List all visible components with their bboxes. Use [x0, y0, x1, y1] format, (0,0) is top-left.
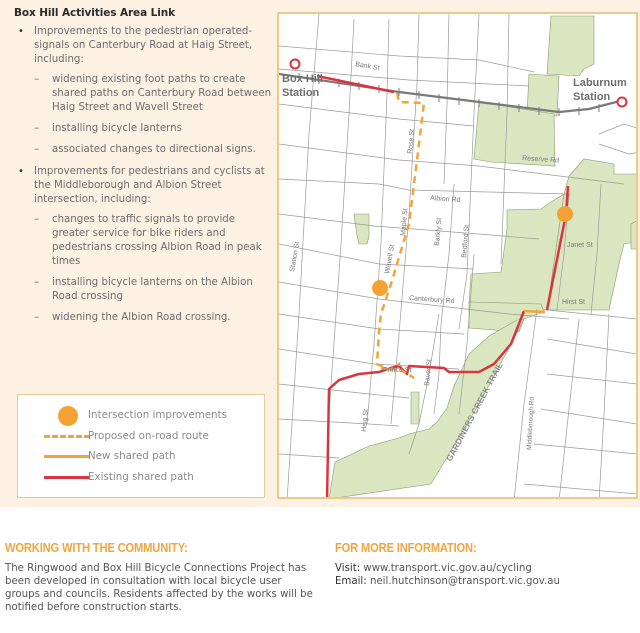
- street-label: Maple St: [400, 208, 410, 237]
- sub-item: – installing bicycle lanterns on the Albion Road crossing: [34, 276, 272, 304]
- laburnum-station-icon: [618, 98, 627, 107]
- community-body: The Ringwood and Box Hill Bicycle Connections Project has been developed in consultation with local bicycle user groups and councils. Residents affected by the works will be notified before construction starts.: [5, 563, 313, 613]
- legend-item-existing-shared-path: Existing shared path: [18, 468, 264, 488]
- street-label: Haig St: [361, 408, 370, 433]
- new-shared-path: [524, 311, 545, 312]
- sub-list: [34, 213, 272, 325]
- orange-circle-icon: [58, 406, 78, 426]
- street-label: Prince St: [383, 367, 412, 374]
- sub-item: – widening existing foot paths to create shared paths on Canterbury Road between Haig Street and Wavell Street: [34, 73, 272, 115]
- info-heading: FOR MORE INFORMATION:: [335, 540, 477, 555]
- street-label: Baver St: [424, 358, 434, 387]
- bullet-text: Improvements for pedestrians and cyclists at the Middleborough and Albion Street intersection, including:: [34, 166, 265, 205]
- street-label: Rose St: [407, 128, 417, 155]
- sub-item: – installing bicycle lanterns: [34, 122, 272, 136]
- street-label: Reserve Rd: [521, 155, 560, 165]
- street-label: Bedford St: [461, 224, 471, 259]
- street-label: Canterbury Rd: [408, 295, 455, 306]
- street-label: Hirst St: [562, 299, 585, 306]
- section-title: Box Hill Activities Area Link: [14, 7, 175, 19]
- svg-text:Station: Station: [573, 91, 611, 103]
- bullet-item: [14, 25, 272, 157]
- legend-item-new-shared-path: New shared path: [18, 447, 264, 467]
- street-label: Barkly St: [434, 217, 444, 247]
- community-heading: WORKING WITH THE COMMUNITY:: [5, 540, 188, 555]
- map-legend: [17, 394, 265, 498]
- intersection-middleborough-albion: [557, 206, 573, 222]
- sub-list: [34, 73, 272, 157]
- laburnum-station-label: Laburnum: [573, 77, 627, 89]
- info-contact: [335, 562, 635, 588]
- orange-line-icon: [44, 455, 90, 458]
- street-label: Middleborough Rd: [526, 396, 536, 451]
- street-label: Albion Rd: [429, 195, 461, 205]
- box-hill-station-icon: [291, 60, 300, 69]
- map-graphic: [279, 14, 638, 499]
- improvements-list: [14, 25, 272, 325]
- sub-item: – associated changes to directional signs.: [34, 143, 272, 157]
- visit-line: Visit: www.transport.vic.gov.au/cycling: [335, 563, 532, 574]
- legend-item-intersection: Intersection improvements: [18, 406, 264, 426]
- intersection-canterbury-haig: [372, 280, 388, 296]
- sub-item: – widening the Albion Road crossing.: [34, 311, 272, 325]
- street-label: Janet St: [567, 242, 593, 249]
- street-label: Station St: [289, 241, 302, 273]
- route-map: [277, 12, 638, 499]
- svg-text:Station: Station: [282, 87, 320, 99]
- dashed-line-icon: [44, 435, 90, 438]
- trail-label: GARDINERS CREEK TRAIL: [443, 360, 505, 463]
- sub-item: – changes to traffic signals to provide greater service for bike riders and pedestrians crossing Albion Road in peak times: [34, 213, 272, 269]
- project-description: [14, 7, 272, 333]
- bullet-item: [14, 165, 272, 325]
- legend-item-proposed-route: Proposed on-road route: [18, 427, 264, 447]
- street-label: Bank St: [354, 61, 381, 73]
- box-hill-station-label: Box Hill: [282, 73, 323, 85]
- red-line-icon: [44, 476, 90, 479]
- email-line: Email: neil.hutchinson@transport.vic.gov.au: [335, 576, 560, 587]
- bullet-text: Improvements to the pedestrian operated-signals on Canterbury Road at Haig Street, including:: [34, 26, 253, 65]
- email-link[interactable]: neil.hutchinson@transport.vic.gov.au: [369, 576, 560, 587]
- website-link[interactable]: www.transport.vic.gov.au/cycling: [363, 563, 532, 574]
- street-label: Wavell St: [384, 244, 397, 275]
